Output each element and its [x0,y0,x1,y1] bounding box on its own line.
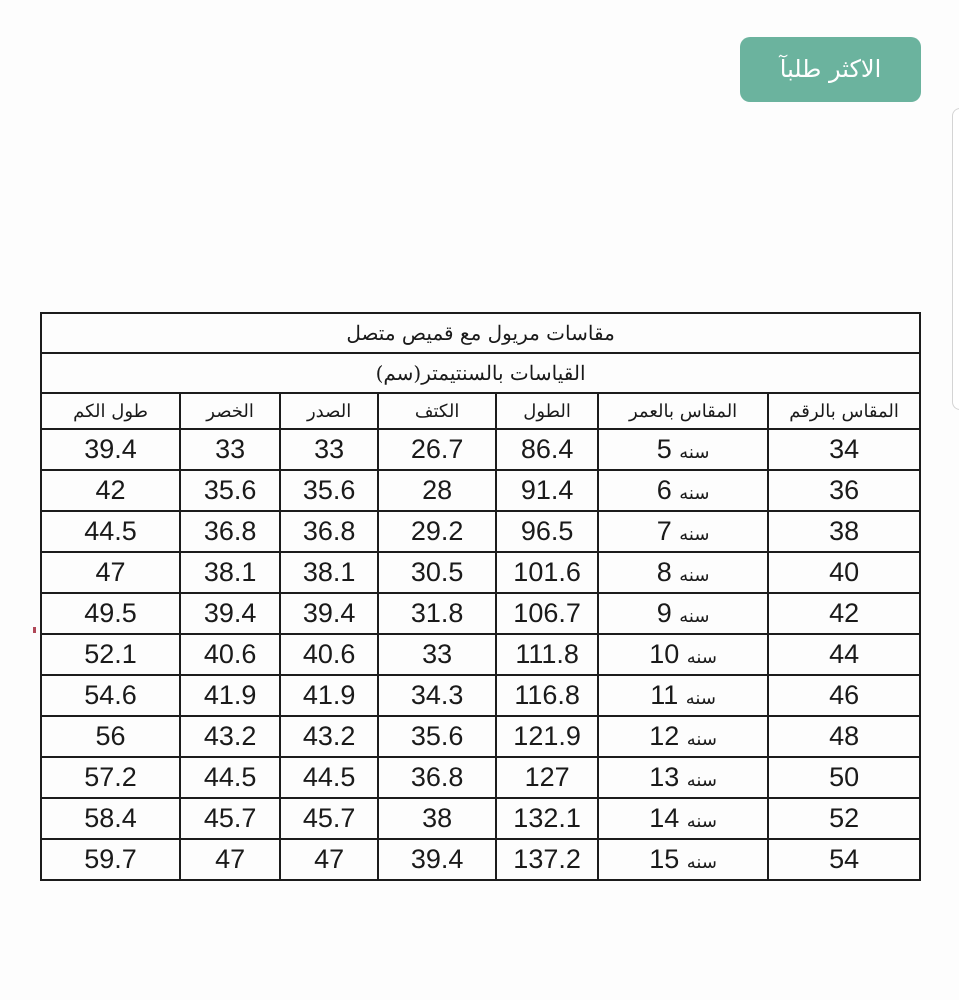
cell-shoulder: 38 [378,798,496,839]
cell-chest: 41.9 [280,675,378,716]
cell-waist: 35.6 [180,470,280,511]
cell-size-number: 54 [768,839,920,880]
cell-chest: 33 [280,429,378,470]
cell-size-number: 44 [768,634,920,675]
cell-chest: 35.6 [280,470,378,511]
cell-sleeve-length: 44.5 [41,511,180,552]
table-row [41,757,920,798]
age-unit-label: سنه [679,565,710,586]
age-unit-label: سنه [686,770,717,791]
cell-shoulder: 28 [378,470,496,511]
age-unit-label: سنه [686,811,717,832]
cell-size-number: 34 [768,429,920,470]
cell-sleeve-length: 52.1 [41,634,180,675]
table-row [41,675,920,716]
header-shoulder: الكتف [378,393,496,429]
cell-chest: 40.6 [280,634,378,675]
header-size-number: المقاس بالرقم [768,393,920,429]
age-value: 8 [656,557,672,587]
cell-size-number: 42 [768,593,920,634]
table-header-row [41,393,920,429]
cell-length: 106.7 [496,593,598,634]
header-size-age: المقاس بالعمر [598,393,768,429]
cell-length: 111.8 [496,634,598,675]
cell-size-number: 48 [768,716,920,757]
table-row [41,470,920,511]
cell-chest: 36.8 [280,511,378,552]
header-chest: الصدر [280,393,378,429]
cell-chest: 45.7 [280,798,378,839]
cell-size-age [598,470,768,511]
table-row [41,429,920,470]
cell-size-age [598,429,768,470]
age-value: 13 [649,762,680,792]
cell-sleeve-length: 56 [41,716,180,757]
cell-shoulder: 31.8 [378,593,496,634]
cell-length: 116.8 [496,675,598,716]
table-row [41,798,920,839]
header-length: الطول [496,393,598,429]
cell-length: 91.4 [496,470,598,511]
cell-shoulder: 30.5 [378,552,496,593]
age-value: 15 [649,844,680,874]
size-chart-table [40,312,921,881]
cell-chest: 47 [280,839,378,880]
cell-length: 121.9 [496,716,598,757]
age-unit-label: سنه [679,483,710,504]
age-unit-label: سنه [686,729,717,750]
cell-chest: 39.4 [280,593,378,634]
age-value: 11 [650,680,679,710]
cell-sleeve-length: 39.4 [41,429,180,470]
cell-size-number: 36 [768,470,920,511]
cell-length: 101.6 [496,552,598,593]
cell-size-age [598,552,768,593]
cell-size-age [598,716,768,757]
cell-waist: 39.4 [180,593,280,634]
cell-waist: 43.2 [180,716,280,757]
cell-sleeve-length: 47 [41,552,180,593]
table-subtitle: القياسات بالسنتيمتر(سم) [41,353,920,393]
cell-waist: 36.8 [180,511,280,552]
table-row [41,552,920,593]
cell-waist: 44.5 [180,757,280,798]
cell-sleeve-length: 59.7 [41,839,180,880]
side-panel-handle[interactable] [952,108,959,410]
cell-size-age [598,511,768,552]
cell-length: 86.4 [496,429,598,470]
cell-shoulder: 26.7 [378,429,496,470]
cell-shoulder: 33 [378,634,496,675]
cell-length: 137.2 [496,839,598,880]
cell-chest: 44.5 [280,757,378,798]
cell-waist: 33 [180,429,280,470]
header-sleeve-length: طول الكم [41,393,180,429]
cell-chest: 43.2 [280,716,378,757]
cell-shoulder: 39.4 [378,839,496,880]
age-value: 5 [656,434,672,464]
cell-length: 127 [496,757,598,798]
cell-size-age [598,593,768,634]
cell-sleeve-length: 57.2 [41,757,180,798]
cell-shoulder: 29.2 [378,511,496,552]
age-unit-label: سنه [679,606,710,627]
cell-sleeve-length: 49.5 [41,593,180,634]
cell-chest: 38.1 [280,552,378,593]
cell-sleeve-length: 54.6 [41,675,180,716]
cell-sleeve-length: 58.4 [41,798,180,839]
age-value: 7 [656,516,672,546]
table-row [41,593,920,634]
cell-length: 132.1 [496,798,598,839]
cell-shoulder: 35.6 [378,716,496,757]
cell-size-age [598,839,768,880]
cell-waist: 45.7 [180,798,280,839]
cell-size-number: 40 [768,552,920,593]
cell-sleeve-length: 42 [41,470,180,511]
cell-size-number: 38 [768,511,920,552]
cell-size-number: 50 [768,757,920,798]
age-unit-label: سنه [679,524,710,545]
cell-waist: 38.1 [180,552,280,593]
cell-waist: 47 [180,839,280,880]
cell-waist: 41.9 [180,675,280,716]
table-row [41,634,920,675]
most-requested-badge[interactable]: الاكثر طلبآ [740,37,921,102]
age-value: 10 [649,639,680,669]
table-row [41,511,920,552]
age-value: 12 [649,721,680,751]
age-value: 6 [656,475,672,505]
age-value: 9 [656,598,672,628]
cell-size-age [598,675,768,716]
table-subtitle-row [41,353,920,393]
cell-size-age [598,634,768,675]
table-row [41,716,920,757]
cell-waist: 40.6 [180,634,280,675]
header-waist: الخصر [180,393,280,429]
cell-shoulder: 34.3 [378,675,496,716]
age-unit-label: سنه [686,647,717,668]
table-row [41,839,920,880]
age-unit-label: سنه [686,852,717,873]
cell-size-number: 46 [768,675,920,716]
cell-size-number: 52 [768,798,920,839]
cell-size-age [598,798,768,839]
age-value: 14 [649,803,680,833]
cell-shoulder: 36.8 [378,757,496,798]
table-title: مقاسات مريول مع قميص متصل [41,313,920,353]
age-unit-label: سنه [685,688,716,709]
margin-mark [33,627,36,633]
table-title-row [41,313,920,353]
cell-size-age [598,757,768,798]
cell-length: 96.5 [496,511,598,552]
age-unit-label: سنه [679,442,710,463]
